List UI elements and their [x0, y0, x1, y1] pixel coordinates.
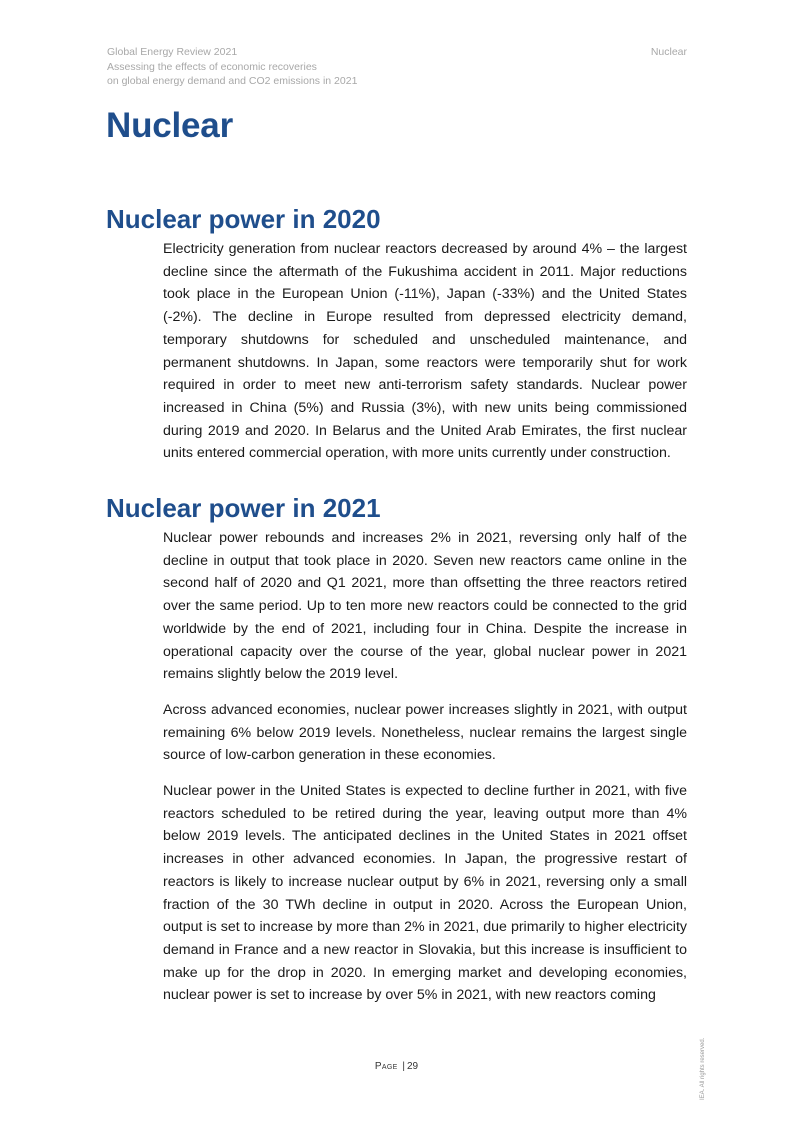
header-subtitle-line-2: on global energy demand and CO2 emissions in 2021 [107, 75, 358, 87]
paragraph: Nuclear power in the United States is expected to decline further in 2021, with five reactors scheduled to be retired during the year, leaving output more than 4% below 2019 levels. The anticipated declines in the United States in 2021 offset increases in other advanced economies. In Japan, the progressive restart of reactors is likely to increase nuclear output by 6% in 2021, reversing only a small fraction of the 30 TWh decline in output in 2020. Across the European Union, output is set to increase by more than 2% in 2021, due primarily to higher electricity demand in France and a new reactor in Slovakia, but this increase is insufficient to make up for the drop in 2020. In emerging market and developing economies, nuclear power is set to increase by over 5% in 2021, with new reactors coming [163, 783, 687, 1004]
running-header [107, 45, 357, 89]
header-report-title: Global Energy Review 2021 [107, 46, 238, 58]
page-footer [0, 1061, 793, 1072]
section-body-2021 [163, 527, 687, 1020]
rights-notice: IEA. All rights reserved. [700, 1037, 706, 1100]
paragraph: Nuclear power rebounds and increases 2% in 2021, reversing only half of the decline in output that took place in 2020. Seven new reactors came online in the second half of 2020 and Q1 2021, more than offsetting the three reactors retired over the same period. Up to ten more new reactors could be connected to the grid worldwide by the end of 2021, including four in China. Despite the increase in operational capacity over the course of the year, global nuclear power in 2021 remains slightly below the 2019 level. [163, 530, 687, 683]
page-separator: | [402, 1061, 405, 1072]
header-section-name: Nuclear [650, 46, 687, 58]
paragraph: Across advanced economies, nuclear power increases slightly in 2021, with output remaining 6% below 2019 levels. Nonetheless, nuclear remains the largest single source of low-carbon generation in these economies. [163, 701, 687, 764]
section-body-2020 [163, 238, 687, 478]
section-heading-2021: Nuclear power in 2021 [106, 493, 381, 523]
page-number: 29 [406, 1061, 419, 1072]
page-label: Page [374, 1061, 398, 1072]
header-subtitle-line-1: Assessing the effects of economic recoveries [107, 60, 317, 73]
paragraph: Electricity generation from nuclear reactors decreased by around 4% – the largest decline since the aftermath of the Fukushima accident in 2011. Major reductions took place in the European Union (-11%), Japan (-33%) and the United States (-2%). The decline in Europe resulted from depressed electricity demand, temporary shutdowns for scheduled and unscheduled maintenance, and permanent shutdowns. In Japan, some reactors were temporarily shut for work required in order to meet new anti-terrorism safety standards. Nuclear power increased in China (5%) and Russia (3%), with new units being commissioned during 2019 and 2020. In Belarus and the United Arab Emirates, the first nuclear units entered commercial operation, with more units currently under construction. [163, 241, 687, 462]
section-heading-2020: Nuclear power in 2020 [106, 204, 381, 234]
chapter-title: Nuclear [106, 106, 233, 145]
